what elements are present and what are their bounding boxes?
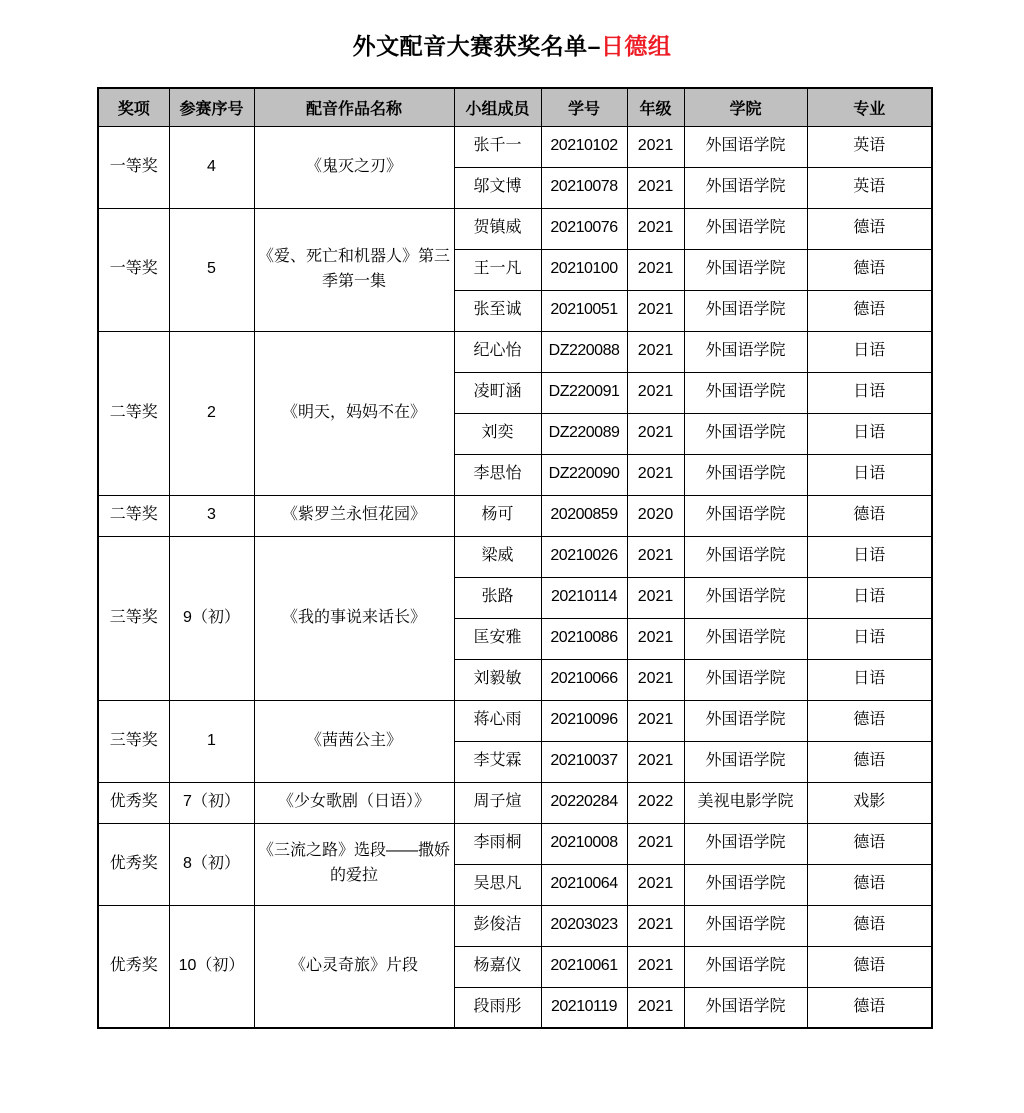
college-cell: 外国语学院 xyxy=(684,372,807,413)
table-row xyxy=(98,700,932,741)
college-cell: 外国语学院 xyxy=(684,741,807,782)
student-id-cell: 20210064 xyxy=(541,864,627,905)
major-cell: 日语 xyxy=(807,372,932,413)
major-cell: 德语 xyxy=(807,495,932,536)
college-cell: 外国语学院 xyxy=(684,987,807,1028)
student-id-cell: 20220284 xyxy=(541,782,627,823)
member-name-cell: 吴思凡 xyxy=(454,864,541,905)
grade-cell: 2021 xyxy=(627,249,684,290)
major-cell: 日语 xyxy=(807,577,932,618)
member-name-cell: 段雨彤 xyxy=(454,987,541,1028)
student-id-cell: 20210100 xyxy=(541,249,627,290)
member-name-cell: 凌町涵 xyxy=(454,372,541,413)
college-cell: 外国语学院 xyxy=(684,823,807,864)
student-id-cell: 20200859 xyxy=(541,495,627,536)
grade-cell: 2021 xyxy=(627,290,684,331)
grade-cell: 2021 xyxy=(627,905,684,946)
major-cell: 德语 xyxy=(807,249,932,290)
major-cell: 德语 xyxy=(807,864,932,905)
major-cell: 日语 xyxy=(807,331,932,372)
award-cell: 优秀奖 xyxy=(98,823,169,905)
table-row xyxy=(98,126,932,167)
column-header-entry-no: 参赛序号 xyxy=(169,88,254,126)
column-header-college: 学院 xyxy=(684,88,807,126)
award-cell: 优秀奖 xyxy=(98,905,169,1028)
member-name-cell: 张路 xyxy=(454,577,541,618)
college-cell: 外国语学院 xyxy=(684,659,807,700)
college-cell: 外国语学院 xyxy=(684,700,807,741)
table-header xyxy=(98,88,932,126)
entry-no-cell: 2 xyxy=(169,331,254,495)
award-cell: 三等奖 xyxy=(98,536,169,700)
college-cell: 美视电影学院 xyxy=(684,782,807,823)
student-id-cell: DZ220090 xyxy=(541,454,627,495)
student-id-cell: 20210102 xyxy=(541,126,627,167)
award-cell: 优秀奖 xyxy=(98,782,169,823)
student-id-cell: 20210078 xyxy=(541,167,627,208)
major-cell: 德语 xyxy=(807,700,932,741)
grade-cell: 2021 xyxy=(627,741,684,782)
member-name-cell: 匡安雅 xyxy=(454,618,541,659)
grade-cell: 2021 xyxy=(627,208,684,249)
work-title-cell: 《心灵奇旅》片段 xyxy=(254,905,454,1028)
table-row xyxy=(98,208,932,249)
member-name-cell: 梁威 xyxy=(454,536,541,577)
column-header-member: 小组成员 xyxy=(454,88,541,126)
major-cell: 德语 xyxy=(807,208,932,249)
work-title-cell: 《茜茜公主》 xyxy=(254,700,454,782)
major-cell: 德语 xyxy=(807,290,932,331)
member-name-cell: 刘毅敏 xyxy=(454,659,541,700)
major-cell: 英语 xyxy=(807,167,932,208)
member-name-cell: 杨可 xyxy=(454,495,541,536)
major-cell: 德语 xyxy=(807,741,932,782)
student-id-cell: 20210037 xyxy=(541,741,627,782)
work-title-cell: 《紫罗兰永恒花园》 xyxy=(254,495,454,536)
major-cell: 日语 xyxy=(807,618,932,659)
table-row xyxy=(98,823,932,864)
grade-cell: 2021 xyxy=(627,946,684,987)
student-id-cell: 20210061 xyxy=(541,946,627,987)
major-cell: 戏影 xyxy=(807,782,932,823)
student-id-cell: 20210008 xyxy=(541,823,627,864)
member-name-cell: 贺镇威 xyxy=(454,208,541,249)
entry-no-cell: 7（初） xyxy=(169,782,254,823)
page-title-main: 外文配音大赛获奖名单– xyxy=(352,33,601,59)
table-row xyxy=(98,331,932,372)
major-cell: 德语 xyxy=(807,987,932,1028)
major-cell: 日语 xyxy=(807,413,932,454)
member-name-cell: 蒋心雨 xyxy=(454,700,541,741)
entry-no-cell: 9（初） xyxy=(169,536,254,700)
student-id-cell: 20210026 xyxy=(541,536,627,577)
award-cell: 二等奖 xyxy=(98,331,169,495)
awards-table xyxy=(97,87,933,1029)
work-title-cell: 《三流之路》选段——撒娇的爱拉 xyxy=(254,823,454,905)
work-title-cell: 《爱、死亡和机器人》第三季第一集 xyxy=(254,208,454,331)
grade-cell: 2021 xyxy=(627,577,684,618)
table-row xyxy=(98,495,932,536)
grade-cell: 2021 xyxy=(627,987,684,1028)
college-cell: 外国语学院 xyxy=(684,208,807,249)
student-id-cell: DZ220088 xyxy=(541,331,627,372)
work-title-cell: 《我的事说来话长》 xyxy=(254,536,454,700)
college-cell: 外国语学院 xyxy=(684,905,807,946)
award-cell: 一等奖 xyxy=(98,208,169,331)
member-name-cell: 李思怡 xyxy=(454,454,541,495)
table-row xyxy=(98,536,932,577)
column-header-grade: 年级 xyxy=(627,88,684,126)
grade-cell: 2021 xyxy=(627,659,684,700)
member-name-cell: 李雨桐 xyxy=(454,823,541,864)
member-name-cell: 纪心怡 xyxy=(454,331,541,372)
major-cell: 德语 xyxy=(807,946,932,987)
member-name-cell: 周子煊 xyxy=(454,782,541,823)
award-cell: 二等奖 xyxy=(98,495,169,536)
work-title-cell: 《明天，妈妈不在》 xyxy=(254,331,454,495)
title-block xyxy=(0,28,1024,61)
page-title xyxy=(353,33,672,59)
grade-cell: 2021 xyxy=(627,167,684,208)
grade-cell: 2021 xyxy=(627,864,684,905)
student-id-cell: 20210096 xyxy=(541,700,627,741)
grade-cell: 2021 xyxy=(627,413,684,454)
grade-cell: 2021 xyxy=(627,126,684,167)
member-name-cell: 杨嘉仪 xyxy=(454,946,541,987)
college-cell: 外国语学院 xyxy=(684,331,807,372)
grade-cell: 2021 xyxy=(627,618,684,659)
member-name-cell: 刘奕 xyxy=(454,413,541,454)
college-cell: 外国语学院 xyxy=(684,126,807,167)
student-id-cell: 20203023 xyxy=(541,905,627,946)
column-header-student-id: 学号 xyxy=(541,88,627,126)
entry-no-cell: 8（初） xyxy=(169,823,254,905)
table-row xyxy=(98,905,932,946)
table-row xyxy=(98,782,932,823)
college-cell: 外国语学院 xyxy=(684,413,807,454)
member-name-cell: 邬文博 xyxy=(454,167,541,208)
page-title-highlight: 日德组 xyxy=(600,33,672,59)
college-cell: 外国语学院 xyxy=(684,536,807,577)
grade-cell: 2021 xyxy=(627,372,684,413)
grade-cell: 2021 xyxy=(627,700,684,741)
grade-cell: 2021 xyxy=(627,331,684,372)
major-cell: 德语 xyxy=(807,823,932,864)
major-cell: 英语 xyxy=(807,126,932,167)
major-cell: 日语 xyxy=(807,536,932,577)
college-cell: 外国语学院 xyxy=(684,946,807,987)
student-id-cell: DZ220091 xyxy=(541,372,627,413)
major-cell: 日语 xyxy=(807,659,932,700)
member-name-cell: 张千一 xyxy=(454,126,541,167)
grade-cell: 2021 xyxy=(627,823,684,864)
entry-no-cell: 10（初） xyxy=(169,905,254,1028)
column-header-work-title: 配音作品名称 xyxy=(254,88,454,126)
member-name-cell: 李艾霖 xyxy=(454,741,541,782)
grade-cell: 2021 xyxy=(627,454,684,495)
college-cell: 外国语学院 xyxy=(684,864,807,905)
table-body xyxy=(98,126,932,1028)
work-title-cell: 《鬼灭之刃》 xyxy=(254,126,454,208)
column-header-award: 奖项 xyxy=(98,88,169,126)
work-title-cell: 《少女歌剧（日语）》 xyxy=(254,782,454,823)
college-cell: 外国语学院 xyxy=(684,618,807,659)
grade-cell: 2022 xyxy=(627,782,684,823)
column-header-major: 专业 xyxy=(807,88,932,126)
college-cell: 外国语学院 xyxy=(684,454,807,495)
college-cell: 外国语学院 xyxy=(684,495,807,536)
member-name-cell: 彭俊洁 xyxy=(454,905,541,946)
entry-no-cell: 4 xyxy=(169,126,254,208)
entry-no-cell: 1 xyxy=(169,700,254,782)
member-name-cell: 张至诚 xyxy=(454,290,541,331)
student-id-cell: 20210119 xyxy=(541,987,627,1028)
entry-no-cell: 5 xyxy=(169,208,254,331)
award-cell: 三等奖 xyxy=(98,700,169,782)
student-id-cell: 20210086 xyxy=(541,618,627,659)
student-id-cell: 20210066 xyxy=(541,659,627,700)
member-name-cell: 王一凡 xyxy=(454,249,541,290)
award-cell: 一等奖 xyxy=(98,126,169,208)
college-cell: 外国语学院 xyxy=(684,167,807,208)
entry-no-cell: 3 xyxy=(169,495,254,536)
student-id-cell: 20210076 xyxy=(541,208,627,249)
grade-cell: 2021 xyxy=(627,536,684,577)
header-row xyxy=(98,88,932,126)
college-cell: 外国语学院 xyxy=(684,249,807,290)
student-id-cell: 20210114 xyxy=(541,577,627,618)
student-id-cell: DZ220089 xyxy=(541,413,627,454)
major-cell: 日语 xyxy=(807,454,932,495)
student-id-cell: 20210051 xyxy=(541,290,627,331)
college-cell: 外国语学院 xyxy=(684,577,807,618)
college-cell: 外国语学院 xyxy=(684,290,807,331)
major-cell: 德语 xyxy=(807,905,932,946)
grade-cell: 2020 xyxy=(627,495,684,536)
